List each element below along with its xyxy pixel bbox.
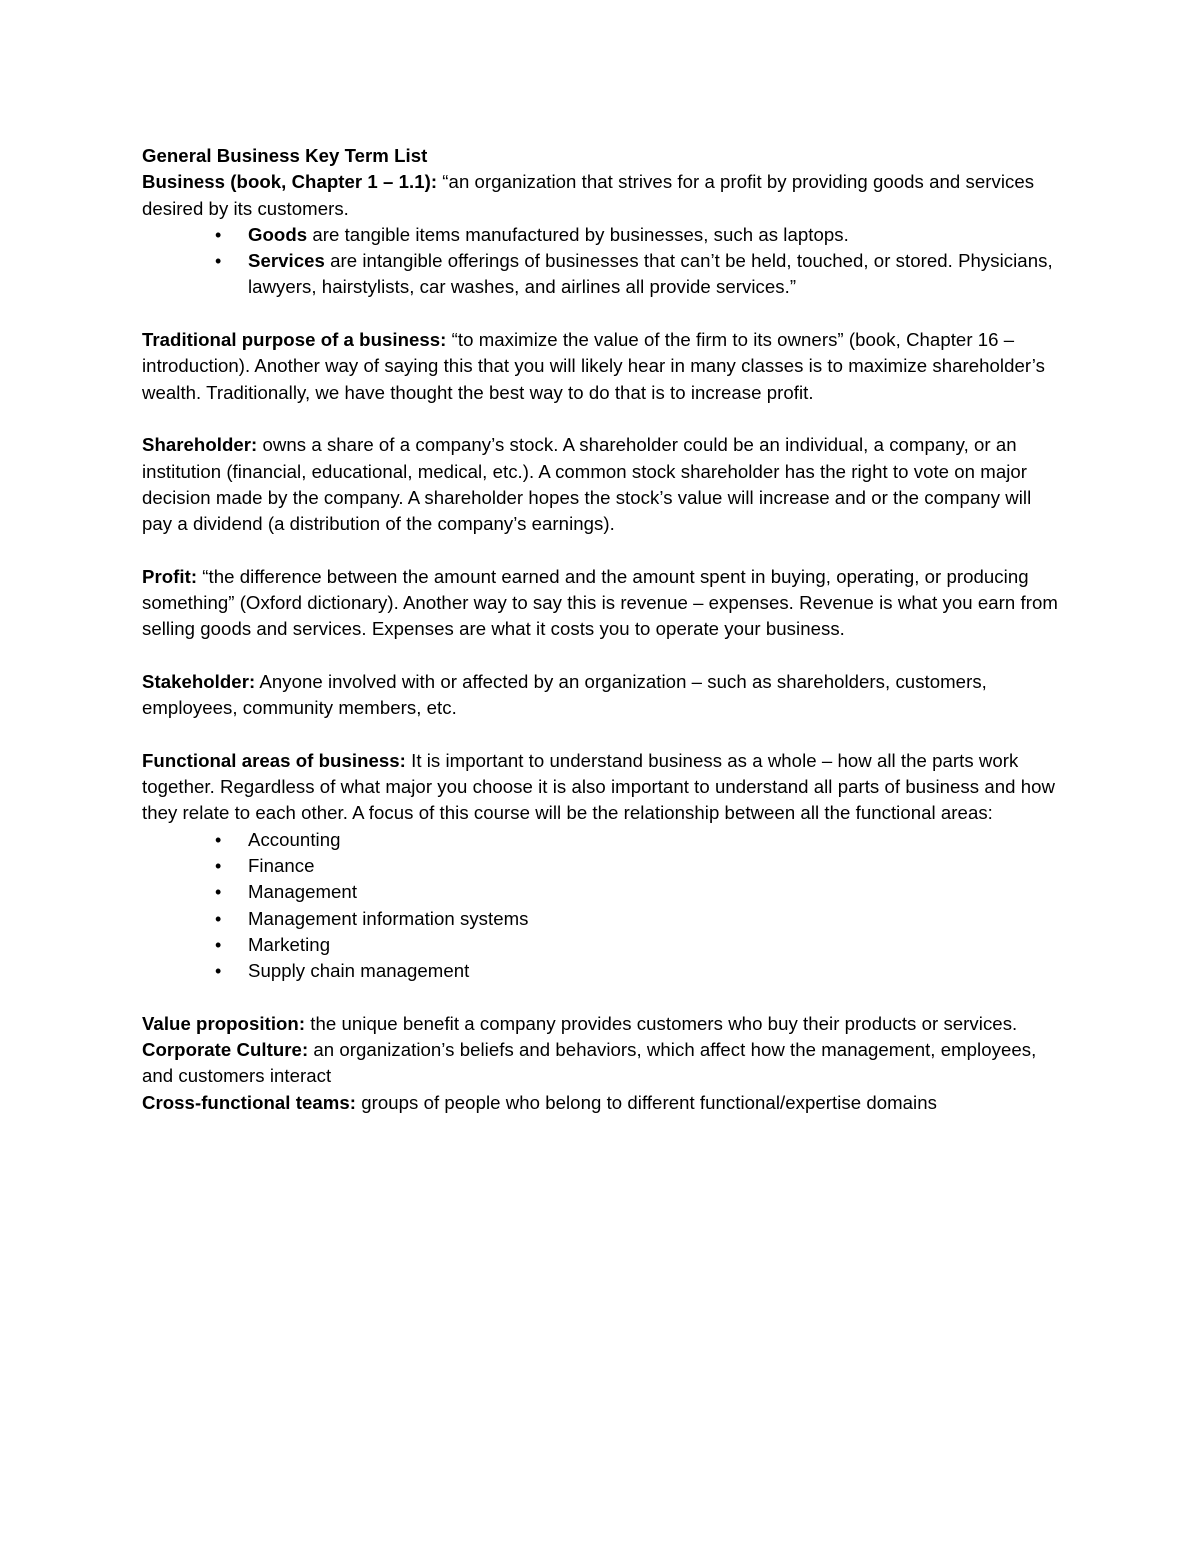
term-label: Functional areas of business: [142, 749, 406, 771]
term-label: Stakeholder: [142, 670, 256, 692]
term-definition: “an organization that strives for a profit by providing goods and services desired by its customers. [142, 171, 1035, 219]
bullet-icon: • [215, 829, 222, 850]
term-profit [142, 564, 1062, 643]
document-body [142, 143, 1062, 1116]
list-item: • Marketing [142, 932, 1062, 958]
bullet-icon: • [215, 251, 222, 272]
term-label: Traditional purpose of a business: [142, 329, 447, 351]
term-stakeholder [142, 669, 1062, 722]
bullet-icon: • [215, 908, 222, 929]
bullet-icon: • [215, 934, 222, 955]
term-definition: “the difference between the amount earned and the amount spent in buying, operating, or producing something” (Oxford dictionary). Another way to say this is revenue – expenses. Revenue is what you earn from selling goods and services. Expenses are what it costs you to operate your business. [142, 565, 1058, 640]
term-label: Business (book, Chapter 1 – 1.1): [142, 171, 438, 193]
term-definition: the unique benefit a company provides customers who buy their products or services. [305, 1012, 1018, 1034]
list-item: • Management [142, 879, 1062, 905]
list-item: • Management information systems [142, 906, 1062, 932]
term-definition: owns a share of a company’s stock. A shareholder could be an individual, a company, or an institution (financial, educational, medical, etc.). A common stock shareholder has the right to vote on major decision made by the company. A shareholder hopes the stock’s value will increase and or the company will pay a dividend (a distribution of the company’s earnings). [142, 434, 1032, 535]
term-definition: an organization’s beliefs and behaviors, which affect how the management, employees, and customers interact [142, 1039, 1037, 1087]
business-bullet-list [142, 222, 1062, 301]
term-cross-functional-teams [142, 1090, 1062, 1116]
term-corporate-culture [142, 1037, 1062, 1090]
bullet-icon: • [215, 224, 222, 245]
term-definition: “to maximize the value of the firm to its owners” (book, Chapter 16 – introduction). Another way of saying this that you will likely hear in many classes is to maximize shareholder’s wealth. Traditionally, we have thought the best way to do that is to increase profit. [142, 329, 1045, 403]
term-label: Shareholder: [142, 434, 258, 456]
term-label: Cross-functional teams: [142, 1091, 356, 1113]
term-label: Value proposition: [142, 1012, 306, 1034]
list-item: • Accounting [142, 827, 1062, 853]
term-traditional-purpose [142, 327, 1062, 406]
term-value-proposition [142, 1011, 1062, 1037]
list-item: • Supply chain management [142, 958, 1062, 984]
term-label: Corporate Culture: [142, 1039, 309, 1061]
list-item: • Services are intangible offerings of businesses that can’t be held, touched, or stored. Physicians, lawyers, hairstylists, car washes, and airlines all provide services.” [215, 250, 1053, 298]
functional-areas-list [142, 827, 1062, 985]
bullet-icon: • [215, 856, 222, 877]
term-business [142, 169, 1062, 222]
term-shareholder [142, 432, 1062, 537]
term-label: Profit: [142, 565, 198, 587]
term-functional-areas [142, 748, 1062, 827]
bullet-icon: • [215, 961, 222, 982]
list-item: • Goods are tangible items manufactured by businesses, such as laptops. [142, 222, 1062, 248]
term-definition: groups of people who belong to different functional/expertise domains [355, 1091, 937, 1113]
term-definition: Anyone involved with or affected by an organization – such as shareholders, customers, employees, community members, etc. [142, 670, 987, 719]
document-title: General Business Key Term List [142, 145, 428, 166]
list-item: • Finance [142, 853, 1062, 879]
bullet-icon: • [215, 882, 222, 903]
term-definition: It is important to understand business as a whole – how all the parts work together. Regardless of what major you choose it is also important to understand all parts of business and how they relate to each other. A focus of this course will be the relationship between all the functional areas: [142, 749, 1055, 824]
